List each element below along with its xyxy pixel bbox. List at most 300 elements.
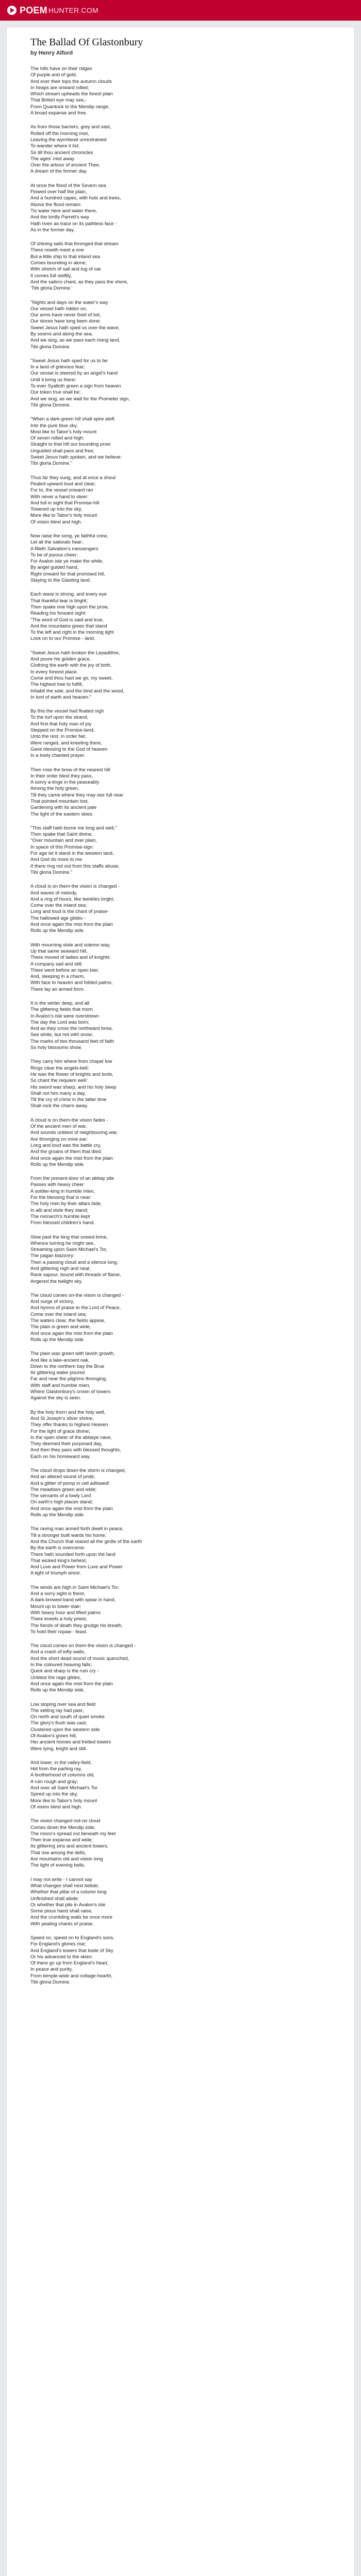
poem-line: Of seven rolled and high; [30, 435, 85, 441]
poem-line: Tibi gloria Domine. [30, 343, 71, 349]
poem-line: There nowith meet a one [30, 247, 84, 253]
poem-line: A dream of the former day. [30, 168, 88, 174]
poem-line: Far and near the pilgrims thronging, [30, 1376, 107, 1382]
poem-line: More like to Tabor's holy mount [30, 512, 97, 518]
poem-line: And a hundred capes, with huts and trees, [30, 195, 121, 201]
poem-line: The meadows green and wide; [30, 1486, 97, 1492]
poem-line: The glittering fields that morn [30, 1006, 93, 1012]
poem-line: By sooms and along the sea, [30, 330, 93, 336]
top-bar [0, 0, 361, 21]
poem-stanza [30, 1350, 331, 1401]
poem-line: And once again the mist from the plain [30, 1680, 113, 1686]
poem-line: At once the flood of the Severn sea [30, 182, 106, 188]
poem-line: And poure his golden grace, [30, 656, 91, 662]
poem-line: His sword was sharp, and his holy sleep [30, 1083, 117, 1090]
poem-stanza [30, 416, 331, 466]
poem-line: Rolls up the Mendip side. [30, 927, 85, 934]
poem-line: In lord of earth and heaven." [30, 693, 91, 700]
poemhunter-logo[interactable] [7, 5, 99, 16]
poem-line: They offer thanks to highest Heaven [30, 1421, 108, 1428]
poem-line: Gardening with its ancient pale [30, 804, 97, 810]
poem-stanza [30, 1701, 331, 1752]
poem-stanza [30, 708, 331, 758]
poem-line: Above the flood remain: [30, 201, 82, 207]
poem-line: The vision changed not-no cloud [30, 1818, 101, 1824]
poem-line: Unguided shall pass and free; [30, 447, 95, 453]
poem-line: Then spake that Saint divine, [30, 831, 93, 837]
poem-line: Are mountains old and vision long [30, 1856, 103, 1862]
poem-line: By angel guided hand, [30, 564, 79, 570]
poem-line: Till a stronger built wards his home, [30, 1532, 107, 1538]
poem-line: The day the Lord was born; [30, 1019, 90, 1025]
poem-line: Rolls up the Mendip side. [30, 1512, 85, 1518]
poem-line: To the turf upon the strand, [30, 714, 89, 720]
poem-line: To wander where it list; [30, 143, 80, 149]
poem-stanza [30, 1935, 331, 1985]
poem-line: It is the winter deep, and all [30, 1000, 90, 1006]
poem-line: "When a dark-green hill shall spire aloft [30, 416, 114, 422]
poem-line: And a glitter of pomp in cell adlowed! [30, 1480, 110, 1486]
poem-line: And like a lake-ancient oak, [30, 1357, 90, 1363]
poem-line: Long and loud was the battle cry, [30, 1142, 101, 1148]
poem-line: "Sweet Jesus hath broken the Lepadithre, [30, 649, 120, 655]
poem-line: The plain was green with lavish growth, [30, 1350, 115, 1357]
poem-card [6, 27, 355, 2576]
poem-line: And we sing, as we wait for the Prometer sign, [30, 395, 130, 401]
poem-line: Up that same seaward hill, [30, 947, 88, 954]
poem-line: Inhabit the sole, and the bind and the wood, [30, 687, 124, 693]
poem-line: To hold their ropaw - feast. [30, 1628, 88, 1634]
poem-line: Of there go up from England's heart, [30, 1960, 109, 1966]
poem-line: Among the holy green, [30, 785, 79, 791]
poem-line: In the coloured heaving falls; [30, 1662, 92, 1668]
poem-line: Sweet Jesus hath sped us over the wave, [30, 324, 120, 330]
poem-stanza [30, 65, 331, 116]
poem-line: For age let it stand in the western land, [30, 850, 114, 856]
poem-line: Her ancient homes and fretted towers [30, 1739, 111, 1745]
poem-line: So till thou ancient chronicles [30, 149, 93, 155]
poem-line: Till the cry of crime in the latter time [30, 1096, 107, 1103]
poem-line: That British eye may see,- [30, 97, 87, 103]
poem-line: Sweet Jesus hath spoken, and we believe: [30, 454, 122, 460]
poem-line: A cloud is on them-the vision is changed - [30, 883, 120, 889]
poem-line: The ages' mist away [30, 155, 75, 161]
poem-line: Shall not him many a day, [30, 1090, 86, 1096]
poem-line: Comes down the Mendip side, [30, 1824, 96, 1830]
poem-line: With face to heaven and folded palms, [30, 979, 113, 986]
poem-line: And St Joseph's silver shrine, [30, 1415, 94, 1421]
poem-line: Streaming upon Saint Michael's Tor, [30, 1246, 108, 1252]
poem-line: Hid from the parting ray, [30, 1766, 82, 1772]
poem-line: And an altered sound of pride; [30, 1473, 95, 1480]
poem-line: And a ring of hours, like twinkles bright, [30, 895, 115, 902]
poem-line: Low sloping over sea and field [30, 1701, 96, 1707]
poem-line: Hath riven as trace on its pathless face - [30, 220, 117, 226]
poem-line: From the present-door of an abbay pile [30, 1175, 114, 1181]
poem-line: Pealed upward loud and clear; [30, 480, 96, 486]
poem-stanza [30, 474, 331, 525]
poem-line: Are thronging on mine ear: [30, 1136, 88, 1142]
poem-line: Unto the rest, in order fair, [30, 733, 87, 739]
poem-line: Gave blessing to the God of heaven [30, 745, 108, 752]
poem-line: The light of evening bells. [30, 1862, 86, 1868]
poem-line: I may not write - I cannot say [30, 1876, 92, 1882]
poem-line: A ruin rough and gray; [30, 1778, 78, 1784]
poem-line: Or whether that pile in Avalon's isle [30, 1901, 106, 1907]
poem-line: With stretch of sail and tug of oar [30, 266, 102, 272]
poem-line: To ever Syalloth green a sign from heaven [30, 383, 121, 389]
poem-line: Tibi gloria Domine." [30, 460, 73, 466]
poem-line: Long and loud is the chant of praise- [30, 908, 109, 914]
poem-stanza [30, 825, 331, 875]
poem-line: That wicked king's behest, [30, 1557, 87, 1563]
poem-line: Thus far they sung, and at once a shout [30, 474, 116, 480]
poem-line: And once again the mist from the plain [30, 921, 113, 927]
poem-line: And the sailors chant, as they pass the shore, [30, 278, 128, 284]
poem-line: In peace and purity, [30, 1966, 73, 1972]
poem-stanza [30, 1117, 331, 1167]
poem-line: And God do more to me [30, 856, 83, 862]
poem-stanza [30, 1467, 331, 1518]
poem-line: The monarch's humble kept [30, 1213, 90, 1219]
poem-line: Straight to that hill our bounding prow [30, 441, 111, 447]
poem-line: The glory's flush was cast; [30, 1720, 87, 1726]
poem-line: And once again the mist from the plain [30, 1155, 113, 1161]
poem-line: That thankful tear is bright; [30, 597, 88, 603]
poem-line: The raving man armed forth dwelt in peace, [30, 1526, 124, 1532]
poem-line: Against the sky is seen. [30, 1395, 81, 1401]
poem-line: And surge of victory, [30, 1298, 74, 1304]
poem-line: "The word of God is said and true, [30, 616, 104, 622]
poem-line: In the open sheer of the abbaye nave, [30, 1434, 112, 1440]
poem-line: The highest tree to fulfill, [30, 681, 84, 687]
poem-line: Into the pure blue sky, [30, 422, 78, 428]
poem-line: Clothing the earth with the joy of birth, [30, 662, 112, 668]
poem-line: Now raise the song, ye faithful crew, [30, 533, 108, 538]
poem-stanza [30, 591, 331, 641]
poem-line: Clustered upon the western side [30, 1726, 100, 1732]
poem-line: And the short dead sound of music quenched, [30, 1655, 129, 1661]
poem-line: A dark-browed band with spear in hand, [30, 1597, 116, 1603]
poem-line: It comes full swiftly, [30, 272, 72, 278]
poem-line: Tibi gloria Domine." [30, 869, 73, 875]
poem-line: And waves of melody, [30, 889, 78, 895]
poem-stanza [30, 1876, 331, 1927]
poem-line: The waters clear, the fields appear, [30, 1317, 106, 1324]
poem-line: The cloud drops down-the storm is changed, [30, 1467, 126, 1473]
poem-line: And once again the mist from the plain [30, 1330, 113, 1336]
poem-line: With heavy hour and lifted palms [30, 1609, 101, 1615]
poem-line: Quick and sharp is the ruin cry - [30, 1668, 99, 1674]
poem-line: Angered the twilight sky. [30, 1278, 83, 1284]
poem-line: Our stores have long been done: [30, 318, 101, 324]
poem-line: Unfinished shall abide; [30, 1895, 79, 1901]
poem-stanza [30, 124, 331, 174]
poem-line: As in the former day. [30, 226, 75, 232]
poem-stanza [30, 241, 331, 291]
poem-line: Whether that pillar of a column long [30, 1889, 107, 1895]
poem-line: In their order blest they pass, [30, 772, 93, 778]
poem-line: The light of the eastern skies. [30, 810, 94, 817]
poem-line: There kneels a holy priest, [30, 1616, 87, 1622]
poem-line: On earth's high places stand; [30, 1499, 93, 1505]
poem-line: In a lowly chanted prayer. [30, 752, 86, 758]
poem-line: By the earth is overcome. [30, 1545, 86, 1551]
poem-line: From Quantock to the Mendip range, [30, 103, 110, 109]
poem-line: Then true expanse and wide; [30, 1837, 93, 1843]
poem-line: They carry him where from chapel low [30, 1058, 112, 1064]
poem-line: There moved of ladies and of knights [30, 954, 110, 960]
poem-line: Of vision blest and high. [30, 1803, 83, 1809]
poem-line: And sounds unblest of neighbouring war, [30, 1129, 118, 1136]
poem-line: Comes bounding in alone; [30, 260, 87, 266]
poem-line: A cloud is on them-the vision fades - [30, 1116, 108, 1123]
poem-line: If there ring not out from this staffs abuse, [30, 862, 120, 869]
poem-line: And as they cross the northward brow, [30, 1025, 113, 1031]
poem-line: That pointed mountain lost, [30, 798, 89, 804]
poem-line: For Avalon isle ye make the while, [30, 558, 104, 564]
poem-line: The winds are high in Saint Michael's Tor, [30, 1584, 120, 1590]
poem-line: Of shining sails that thronged that stream [30, 241, 119, 247]
poem-line: The servants of a lowly Lord [30, 1493, 91, 1499]
poem-body [30, 65, 331, 1985]
poem-line: By the holy thorn and the holy well, [30, 1409, 106, 1415]
poem-stanza [30, 942, 331, 992]
poem-line: And a crash of lofty walls, [30, 1649, 86, 1655]
poem-line: The plain is green and wide, [30, 1324, 91, 1330]
poem-line: There went before an open bier, [30, 967, 99, 973]
poem-line: With mourning stole and solemn way, [30, 941, 111, 947]
poem-line: As from those barriers, grey and vast, [30, 124, 111, 130]
poem-line: The cloud comes on-the vision is changed - [30, 1292, 124, 1298]
poem-line: And hymns of praise to the Lord of Peace, [30, 1304, 121, 1311]
poem-line: Whence turning he might see, [30, 1240, 95, 1246]
poem-line: "Sweet Jesus hath sped for us to be [30, 357, 108, 363]
poem-line: Look on to our Promise - land. [30, 635, 95, 641]
poem-line: Our vessel hath ridden on, [30, 305, 87, 311]
poem-line: That rise among the dells, [30, 1849, 86, 1855]
poem-line: So chant the requiem well: [30, 1077, 88, 1083]
poem-line: "Over mountain and over plain, [30, 837, 97, 843]
poem-line: For the blessing that is near: [30, 1194, 92, 1200]
poem-line: A filleth Salvation's messengers [30, 545, 99, 551]
poem-line: A company sad and still; [30, 960, 83, 967]
poem-line: Were lying, bright and still. [30, 1745, 87, 1751]
poem-line: From temple-aisle and cottage-hearth, [30, 1972, 112, 1978]
poem-line: To the left and right in the morning light [30, 629, 114, 635]
poem-stanza [30, 1234, 331, 1284]
poem-line: And over all Saint Michael's Tor [30, 1785, 98, 1791]
poem-line: And lower, in the valley-field, [30, 1759, 92, 1765]
poem-line: Rolls up the Mendip side. [30, 1161, 85, 1167]
poem-line: The setting ray had past, [30, 1707, 84, 1713]
poem-line: Its glittering water poured [30, 1369, 85, 1376]
poem-line: For England's glories rise; [30, 1941, 87, 1947]
poem-stanza [30, 1409, 331, 1460]
poem-line: And glittering nigh and near; [30, 1265, 91, 1271]
poem-line: They deemed their purposed day, [30, 1440, 103, 1447]
poem-line: Of the ancient men of war, [30, 1123, 87, 1129]
poem-stanza [30, 767, 331, 817]
poem-line: In space of this Promise-sign: [30, 843, 94, 850]
poem-line: But a little ship to that inland sea [30, 253, 100, 259]
poem-line: A broad expanse and free. [30, 110, 87, 116]
poem-line: More like to Tabor's holy mount [30, 1797, 97, 1803]
logo-play-icon [7, 6, 17, 15]
poem-line: Tibi gloria Domine. [30, 1979, 71, 1985]
poem-line: And the crumbling walls be once more [30, 1914, 112, 1920]
poem-stanza [30, 1526, 331, 1576]
poem-line: There lay an armed form. [30, 986, 85, 992]
poem-line: See white, but not with snow; [30, 1031, 93, 1038]
poem-title: The Ballad Of Glastonbury [30, 37, 143, 48]
poem-line: The holy men by their altars bide, [30, 1200, 102, 1207]
poem-stanza [30, 1292, 331, 1343]
poem-line: Staying to the Glasting land. [30, 577, 91, 583]
poem-line: A soldier-king in humble mien, [30, 1188, 95, 1194]
poem-stanza [30, 358, 331, 408]
poem-line: And Luve and Power from Luve and Power [30, 1564, 123, 1570]
poem-line: Over the arbour of ancient Thee, [30, 162, 101, 168]
poem-stanza [30, 650, 331, 700]
poem-line: And ever their tops the autumn clouds [30, 78, 112, 84]
poem-line: Until it bring us there: [30, 376, 76, 382]
poem-line: Tis water here and water there, [30, 207, 97, 213]
poem-line: In every foreest place. [30, 668, 78, 674]
poem-line: A brotherhood of columns old, [30, 1772, 95, 1778]
poem-line: Spired up into the sky, [30, 1791, 78, 1797]
poem-line: From blessed children's hand. [30, 1219, 95, 1226]
poem-line: Or his advanced to the skies: [30, 1953, 93, 1959]
poem-line: In alb and stole they stand; [30, 1207, 89, 1213]
poem-line: Till they came where they may see full near [30, 791, 123, 798]
poem-stanza [30, 883, 331, 934]
poem-line: Passes with heavy cheer [30, 1181, 84, 1188]
poem-line: With staff and humble mien, [30, 1382, 91, 1388]
poem-line: The hallowed age glides - [30, 914, 86, 921]
poem-line: Towered up into the sky, [30, 506, 83, 512]
poem-line: And then they pass with blessed thoughts, [30, 1447, 121, 1453]
poem-line: And a sorry sight is there, [30, 1590, 86, 1597]
poem-line: By this the vessel had floated nigh [30, 708, 104, 714]
poem-line: In heaps are onward rolled; [30, 84, 89, 90]
poem-stanza [30, 1818, 331, 1868]
poem-line: Rolled off the morning mist, [30, 130, 89, 136]
poem-line: Some pious hand shall raise, [30, 1908, 93, 1914]
poem-stanza [30, 1642, 331, 1693]
poem-line: For to, the vessel onward ran [30, 487, 93, 493]
poem-line: The moon's spread out beneath my feet [30, 1830, 116, 1836]
poem-line: And, sleeping in a charm, [30, 973, 85, 979]
poem-line: Where Glastonbury's crown of towers [30, 1388, 111, 1395]
poem-line: Then rose the brow of the nearest hill [30, 766, 110, 772]
poem-line: Right onward for that promised hill, [30, 570, 105, 577]
poem-line: And full in sight that Promise-hill [30, 499, 100, 505]
poem-line: Its glittering sins and ancient towers, [30, 1843, 109, 1849]
poem-line: And the groans of them that died; [30, 1148, 102, 1155]
poem-line: A sonry a-tinge in the peaceably [30, 779, 100, 785]
poem-line: Each wave is strong, and every eye [30, 591, 107, 597]
poem-line: "This staff hath borne me long and well," [30, 824, 117, 831]
poem-line: Rings clear the angels-bell; [30, 1064, 89, 1071]
poem-line: Speed on, speed on to England's sons, [30, 1935, 114, 1940]
poem-line: Were ranged, and kneeling there, [30, 739, 102, 745]
poem-line: Of purple and of gold, [30, 72, 77, 78]
poem-line: Rank sapour, bound with threads of flame, [30, 1272, 121, 1278]
poem-line: Of vision blest and high. [30, 518, 83, 524]
poem-line: To be of joyous cheer; [30, 551, 78, 557]
poem-stanza [30, 533, 331, 583]
poem-line: Our arms have never fired of toil, [30, 312, 101, 318]
poem-line: Then spake one high upon the prow, [30, 603, 109, 609]
poem-line: The pagan blazonry: [30, 1252, 75, 1259]
poem-line: Each on his homeward way. [30, 1453, 91, 1459]
poem-line: And England's towers that bode of Sky [30, 1947, 113, 1953]
poem-line: What changes shall next betide; [30, 1882, 99, 1888]
poem-line: The fiends of death they grudge his breath, [30, 1622, 123, 1628]
poem-line: Down to the northern bay the Brue [30, 1363, 105, 1369]
poem-line: And the lordly Parrett's way [30, 214, 89, 220]
poem-line: Rolls up the Mendip side. [30, 1687, 85, 1693]
poem-line: Come over the inland sea; [30, 902, 87, 908]
poem-line: Leaving the wyrmbowl unrestrained [30, 136, 107, 142]
poem-stanza [30, 182, 331, 233]
poem-stanza [30, 1058, 331, 1109]
poem-stanza [30, 299, 331, 350]
poem-line: A tight of triumph wrest. [30, 1570, 81, 1576]
logo-brand: POEM [20, 5, 47, 15]
poem-line: And the Church that reared all the girdle of the earth [30, 1538, 142, 1544]
poem-stanza [30, 1000, 331, 1050]
poem-line: Let all the sailorals hear; [30, 539, 83, 545]
poem-line: He was the flower of knights and lords, [30, 1071, 114, 1077]
poem-line: Our vessel is steered by an angel's hand [30, 370, 118, 376]
poem-line: With never a hand to steer: [30, 493, 89, 499]
poem-line: And we sing, as we pass each rising land, [30, 337, 121, 343]
poem-line: Of Avalon's green hill, [30, 1732, 77, 1738]
poem-line: Stepped on the Promise-land; [30, 727, 95, 733]
poem-line: Reading his forward sight: [30, 610, 87, 616]
poem-line: Which stream upheads the forest plain [30, 91, 113, 97]
poem-line: Most like to Tabor's holy mount [30, 428, 97, 434]
poem-line: Mount up to tower-stair; [30, 1603, 81, 1609]
poem-line: With pealing chants of praise. [30, 1920, 94, 1926]
poem-stanza [30, 1175, 331, 1226]
poem-author: by Henry Alford [30, 50, 73, 56]
logo-brand-suffix: HUNTER.COM [48, 6, 99, 14]
poem-line: Our token true shall be; [30, 389, 81, 395]
poem-line: Tibi gloria Domine. [30, 401, 71, 408]
poem-line: And the mountains green that stand [30, 622, 107, 629]
poem-line: Come and thou hast we go, my sweet, [30, 674, 113, 681]
poem-line: 'Tibi gloria Domine.' [30, 285, 73, 291]
poem-line: In Avalon's isle were overstrewn [30, 1012, 99, 1019]
poem-line: Come over the inland sea; [30, 1311, 87, 1317]
poem-line: Flowed over half the plain, [30, 189, 87, 195]
poem-line: Rolls up the Mendip side. [30, 1336, 85, 1342]
poem-stanza [30, 1759, 331, 1810]
poem-line: The cloud comes on them-the vision is changed - [30, 1642, 136, 1649]
poem-line: "Nights and days on the water's way [30, 299, 108, 305]
poem-line: So holy blossoms show. [30, 1044, 83, 1050]
poem-line: For the light of grace divine; [30, 1428, 90, 1434]
poem-line: Then a passing cloud and a silence long, [30, 1259, 118, 1265]
poem-line: Slow past the king that sowed brine, [30, 1233, 108, 1240]
poem-line: On north and south of quiet smoke [30, 1714, 105, 1720]
poem-line: Unblest the rage glides, [30, 1674, 81, 1680]
poem-line: In a land of grievous fear; [30, 364, 85, 370]
poem-line: The hills have on their ridges [30, 65, 92, 71]
